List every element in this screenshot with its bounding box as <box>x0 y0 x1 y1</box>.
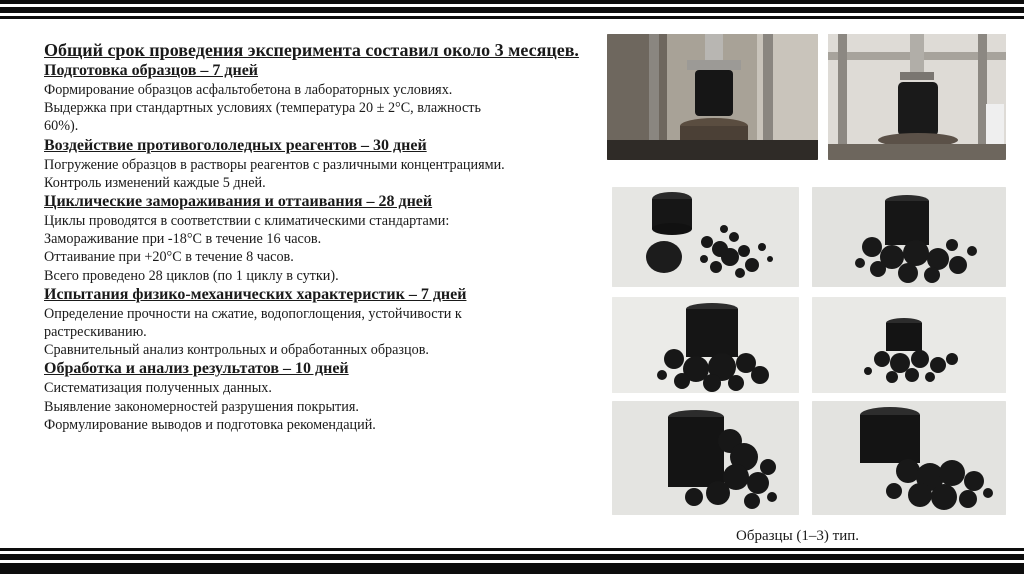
section-line: Систематизация полученных данных. <box>44 380 272 397</box>
section-line: растрескиванию. <box>44 324 147 341</box>
top-border-line <box>0 0 1024 4</box>
headline: Общий срок проведения эксперимента составил около 3 месяцев. <box>44 40 579 60</box>
bottom-border-line <box>0 548 1024 551</box>
section-line: Формирование образцов асфальтобетона в лабораторных условиях. <box>44 82 453 98</box>
photo-sample-type3-a <box>612 401 799 515</box>
section-line: Замораживание при -18°С в течение 16 часов. <box>44 231 322 248</box>
section-line: Всего проведено 28 циклов (по 1 циклу в сутки). <box>44 267 339 284</box>
text-column <box>44 40 604 434</box>
photo-sample-type2-b <box>812 297 1006 393</box>
photo-press-machine-1 <box>607 34 818 160</box>
section-title-testing: Испытания физико-механических характеристик – 7 дней <box>44 285 467 303</box>
section-line: Контроль изменений каждые 5 дней. <box>44 174 266 191</box>
section-line: Оттаивание при +20°С в течение 8 часов. <box>44 249 294 266</box>
section-line: Погружение образцов в растворы реагентов с различными концентрациями. <box>44 156 505 173</box>
section-line: Определение прочности на сжатие, водопоглощения, устойчивости к <box>44 305 462 322</box>
section-title-preparation: Подготовка образцов – 7 дней <box>44 62 259 79</box>
bottom-border-line <box>0 554 1024 560</box>
section-title-reagents: Воздействие противогололедных реагентов – 30 дней <box>44 136 427 154</box>
top-border-line <box>0 16 1024 19</box>
section-line: Выявление закономерностей разрушения покрытия. <box>44 398 359 415</box>
photo-caption: Образцы (1–3) тип. <box>736 528 860 544</box>
photo-sample-type1-a <box>612 187 799 287</box>
section-line: Формулирование выводов и подготовка рекомендаций. <box>44 416 376 433</box>
photo-sample-type1-b <box>812 187 1006 287</box>
photo-sample-type2-a <box>612 297 799 393</box>
bottom-border-line <box>0 563 1024 574</box>
top-border-line <box>0 7 1024 13</box>
section-line: Выдержка при стандартных условиях (температура 20 ± 2°С, влажность <box>44 100 481 117</box>
photo-sample-type3-b <box>812 401 1006 515</box>
section-title-freeze-thaw: Циклические замораживания и оттаивания – 28 дней <box>44 193 433 211</box>
section-title-analysis: Обработка и анализ результатов – 10 дней <box>44 360 349 378</box>
section-line: Сравнительный анализ контрольных и обработанных образцов. <box>44 342 429 359</box>
photo-press-machine-2 <box>828 34 1006 160</box>
section-line: Циклы проводятся в соответствии с климатическими стандартами: <box>44 213 450 230</box>
section-line: 60%). <box>44 118 79 135</box>
